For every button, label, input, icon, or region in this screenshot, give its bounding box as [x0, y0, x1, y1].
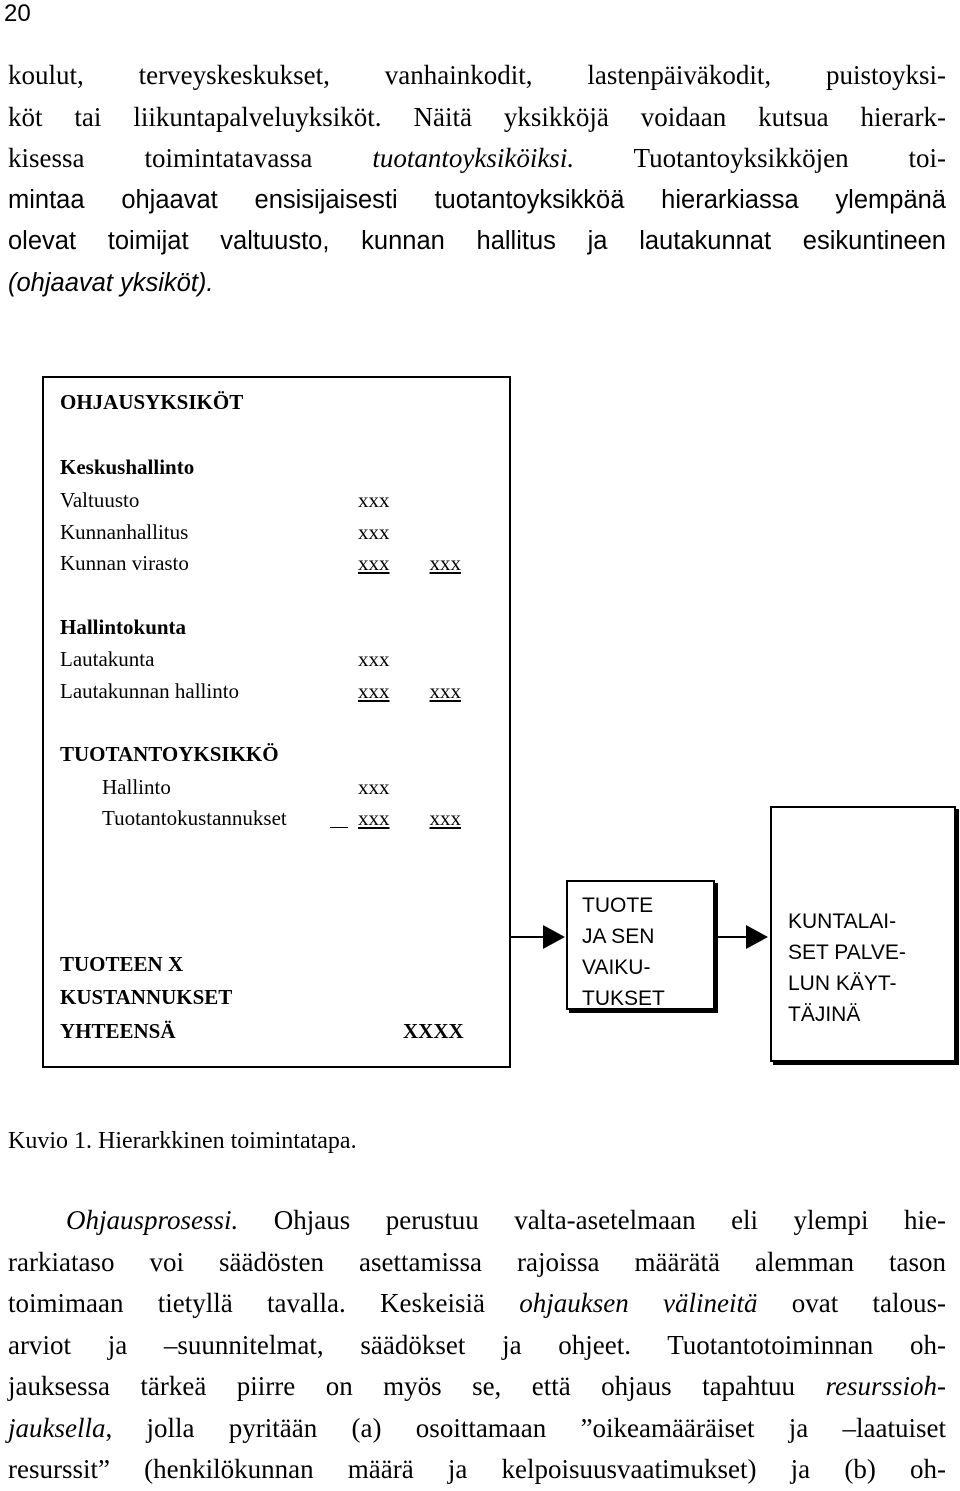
- service-users-line: SET PALVE-: [788, 941, 906, 964]
- top-paragraph-line: köt tai liikuntapalveluyksiköt. Näitä yksikköjä voidaan kutsua hierark-: [8, 101, 946, 132]
- row-label: Valtuusto: [60, 488, 140, 512]
- row-label: Tuotantokustannukset: [102, 806, 287, 830]
- top-paragraph: [8, 55, 946, 304]
- top-paragraph-line: olevat toimijat valtuusto, kunnan hallitus ja lautakunnat esikuntineen: [8, 227, 946, 255]
- row-label: Lautakunta: [60, 647, 155, 671]
- text-span: Ohjaus perustuu valta-asetelmaan eli ylempi hie-: [238, 1205, 946, 1235]
- top-paragraph-line: [8, 263, 946, 305]
- total-value: XXXX: [403, 1019, 464, 1043]
- arrow-right-icon: [543, 925, 565, 949]
- arrow-line: [511, 936, 545, 938]
- bottom-paragraph-line: [8, 1200, 946, 1242]
- bottom-paragraph-line: [8, 1366, 946, 1408]
- italic-term: Ohjausprosessi.: [66, 1205, 239, 1235]
- text-span: , jolla pyritään (a) osoittamaan ”oikeamääräiset ja –laatuiset: [105, 1412, 946, 1443]
- italic-term: tuotantoyksiköiksi.: [372, 143, 575, 173]
- arrow-right-icon: [746, 925, 768, 949]
- row-value-pair: [358, 806, 475, 830]
- row-value: xxx: [358, 647, 390, 671]
- top-paragraph-line: koulut, terveyskeskukset, vanhainkodit, lastenpäiväkodit, puistoyksi-: [8, 60, 946, 90]
- product-box-line: TUKSET: [582, 987, 665, 1010]
- bottom-paragraph-line: rarkiataso voi säädösten asettamissa rajoissa määrätä alemman tason: [8, 1246, 946, 1277]
- bottom-paragraph-line: [8, 1408, 946, 1450]
- total-label-line: YHTEENSÄ: [60, 1019, 176, 1043]
- page-number: 20: [4, 0, 31, 27]
- italic-term: jauksella: [8, 1412, 106, 1443]
- section-heading: TUOTANTOYKSIKKÖ: [60, 742, 279, 766]
- row-subtotal: xxx: [429, 551, 461, 575]
- top-paragraph-line: [8, 138, 946, 180]
- product-box-line: VAIKU-: [582, 956, 651, 979]
- row-value: xxx: [358, 551, 390, 575]
- top-paragraph-line: mintaa ohjaavat ensisijaisesti tuotantoyksikköä hierarkiassa ylempänä: [8, 185, 946, 214]
- row-label: Kunnanhallitus: [60, 520, 189, 544]
- row-value-pair: [358, 551, 475, 575]
- text-span: Tuotantoyksikköjen toi-: [574, 143, 947, 173]
- service-users-line: TÄJINÄ: [788, 1003, 861, 1026]
- row-value: xxx: [358, 488, 390, 512]
- italic-term: (ohjaavat yksiköt).: [8, 268, 214, 297]
- section-heading: Keskushallinto: [60, 455, 195, 479]
- bottom-paragraph-line: [8, 1283, 946, 1325]
- row-label: Lautakunnan hallinto: [60, 679, 240, 703]
- row-value: xxx: [358, 775, 390, 799]
- section-heading: Hallintokunta: [60, 615, 187, 639]
- text-span: ovat talous-: [757, 1288, 946, 1318]
- service-users-text: [788, 906, 906, 1030]
- total-label-line: TUOTEEN X: [60, 952, 184, 976]
- text-span: jauksessa tärkeä piirre on myös se, että ohjaus tapahtuu: [8, 1371, 826, 1401]
- diagram-main-title: OHJAUSYKSIKÖT: [60, 390, 244, 414]
- service-users-line: KUNTALAI-: [788, 910, 897, 933]
- row-subtotal: xxx: [429, 679, 461, 703]
- row-label: Kunnan virasto: [60, 551, 189, 575]
- row-value-pair: [358, 679, 475, 703]
- row-subtotal: xxx: [429, 806, 461, 830]
- row-value: xxx: [358, 679, 390, 703]
- service-users-line: LUN KÄYT-: [788, 972, 897, 995]
- total-label-line: KUSTANNUKSET: [60, 985, 233, 1009]
- figure-caption: Kuvio 1. Hierarkkinen toimintatapa.: [8, 1128, 357, 1154]
- text-span: toimimaan tietyllä tavalla. Keskeisiä: [8, 1288, 520, 1318]
- bottom-paragraph-line: resurssit” (henkilökunnan määrä ja kelpoisuusvaatimukset) ja (b) oh-: [8, 1454, 946, 1484]
- arrow-line: [718, 936, 748, 938]
- product-box-text: [582, 890, 665, 1014]
- italic-term: resurssioh-: [825, 1371, 946, 1401]
- product-box-line: JA SEN: [582, 925, 655, 948]
- italic-term: ohjauksen välineitä: [519, 1288, 758, 1318]
- bottom-paragraph-line: arviot ja –suunnitelmat, säädökset ja ohjeet. Tuotantotoiminnan oh-: [8, 1329, 946, 1360]
- text-span: kisessa toimintatavassa: [8, 143, 373, 173]
- leader-line: [330, 827, 348, 828]
- product-box-line: TUOTE: [582, 894, 654, 917]
- bottom-paragraph: [8, 1200, 946, 1491]
- row-value: xxx: [358, 520, 390, 544]
- row-label: Hallinto: [102, 775, 171, 799]
- row-value: xxx: [358, 806, 390, 830]
